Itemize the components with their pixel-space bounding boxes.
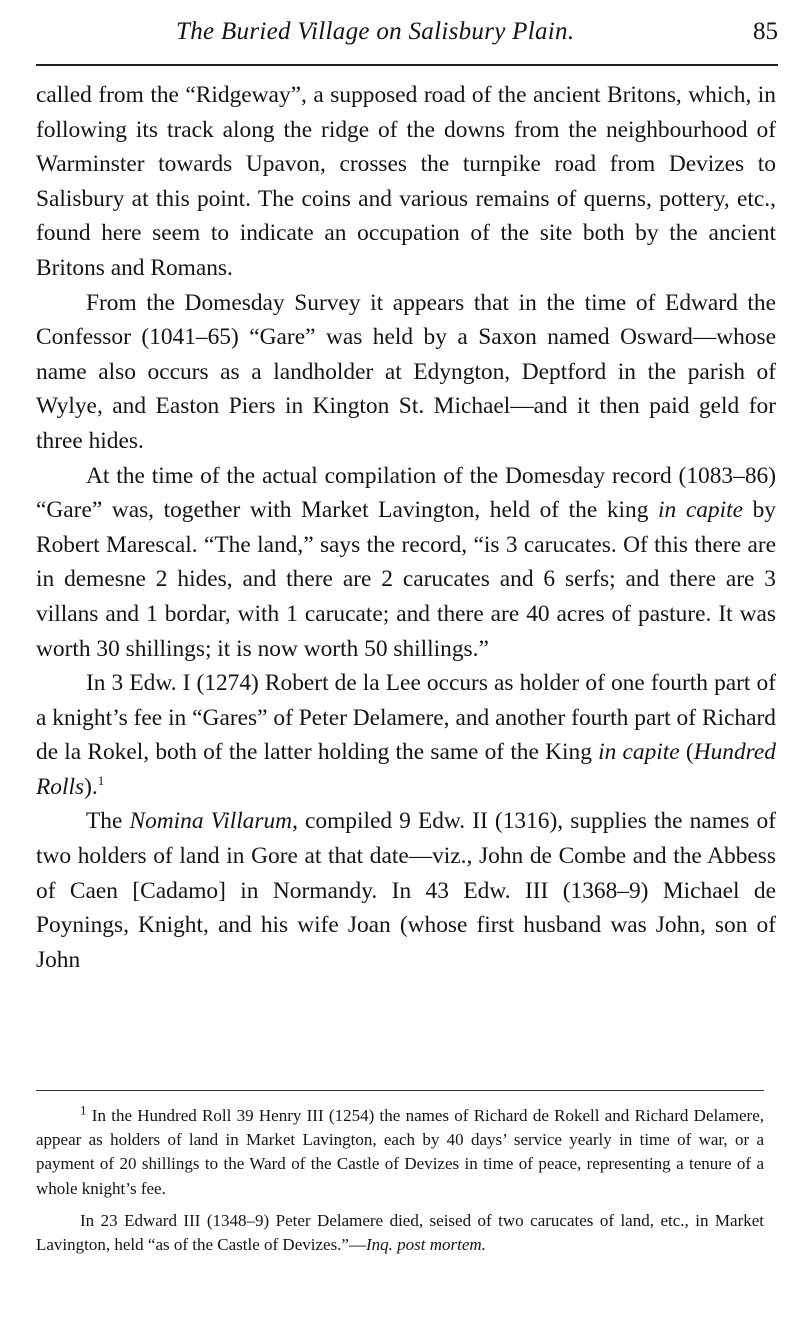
footnote-reference: 1 <box>97 773 105 789</box>
paragraph-2 <box>36 286 776 459</box>
footnote-1-mark: 1 <box>80 1102 87 1118</box>
paragraph-1-text: called from the “Ridgeway”, a supposed road of the ancient Britons, which, in following its track along the ridge of the downs from the neighbourhood of Warminster towards Upavon, crosses the turnpike road from Devizes to Salisbury at this point. The coins and various remains of querns, pottery, etc., found here seem to indicate an occupation of the site both by the ancient Britons and Romans. <box>36 82 776 281</box>
paragraph-3-text-a: At the time of the actual compilation of the Domesday record (1083–86) “Gare” was, together with Market Lavington, held of the king <box>36 462 776 524</box>
header-rule <box>36 64 778 66</box>
paragraph-4-text-a: In 3 Edw. I (1274) Robert de la Lee occurs as holder of one fourth part of a knight’s fee in “Gares” of Peter Delamere, and another fourth part of Richard de la Rokel, both of the latter holding the same of the King <box>36 670 776 766</box>
body-text <box>36 78 776 977</box>
footnote-1-text: In the Hundred Roll 39 Henry III (1254) the names of Richard de Rokell and Richard Delamere, appear as holders of land in Market Lavington, each by 40 days’ service yearly in time of war, or a payment of 20 shillings to the Ward of the Castle of Devizes in time of peace, representing a tenure of a whole knight’s fee. <box>36 1106 764 1198</box>
paragraph-5-text-a: The <box>86 808 123 835</box>
footnote-1 <box>36 1104 764 1201</box>
paragraph-4-italic-1: in capite <box>598 739 680 766</box>
page-header <box>36 14 778 54</box>
footnote-2-text: In 23 Edward III (1348–9) Peter Delamere died, seised of two carucates of land, etc., in Market Lavington, held “as of the Castle of Devizes.”— <box>36 1210 764 1255</box>
footnotes <box>36 1104 764 1257</box>
footnote-2 <box>36 1209 764 1257</box>
paragraph-4-text-c: ). <box>84 773 98 800</box>
paragraph-1 <box>36 78 776 286</box>
page-number: 85 <box>753 18 778 45</box>
paragraph-4-text-b: ( <box>685 739 694 766</box>
paragraph-5-text-b: , compiled 9 Edw. II (1316), supplies the names of two holders of land in Gore at that date—viz., John de Combe and the Abbess of Caen [Cadamo] in Normandy. In 43 Edw. III (1368–9) Michael de Poynings, Knight, and his wife Joan (whose first husband was John, son of John <box>36 808 776 973</box>
paragraph-5 <box>36 804 776 977</box>
footnote-rule <box>36 1090 764 1091</box>
paragraph-3 <box>36 459 776 667</box>
paragraph-5-italic: Nomina Villarum <box>129 808 293 835</box>
paragraph-2-text: From the Domesday Survey it appears that in the time of Edward the Confessor (1041–65) “Gare” was held by a Saxon named Osward—whose name also occurs as a landholder at Edyngton, Deptford in the parish of Wylye, and Easton Piers in Kington St. Michael—and it then paid geld for three hides. <box>36 289 776 454</box>
paragraph-3-text-b: by Robert Marescal. “The land,” says the record, “is 3 carucates. Of this there are in demesne 2 hides, and there are 2 carucates and 6 serfs; and there are 3 villans and 1 bordar, with 1 carucate; and there are 40 acres of pasture. It was worth 30 shillings; it is now worth 50 shillings.” <box>36 497 776 662</box>
paragraph-3-italic: in capite <box>658 497 743 524</box>
paragraph-4 <box>36 666 776 804</box>
running-title: The Buried Village on Salisbury Plain. <box>176 18 575 45</box>
footnote-2-italic: Inq. post mortem. <box>365 1235 486 1255</box>
paragraph-4-italic-2: Hundred Rolls <box>36 739 776 800</box>
